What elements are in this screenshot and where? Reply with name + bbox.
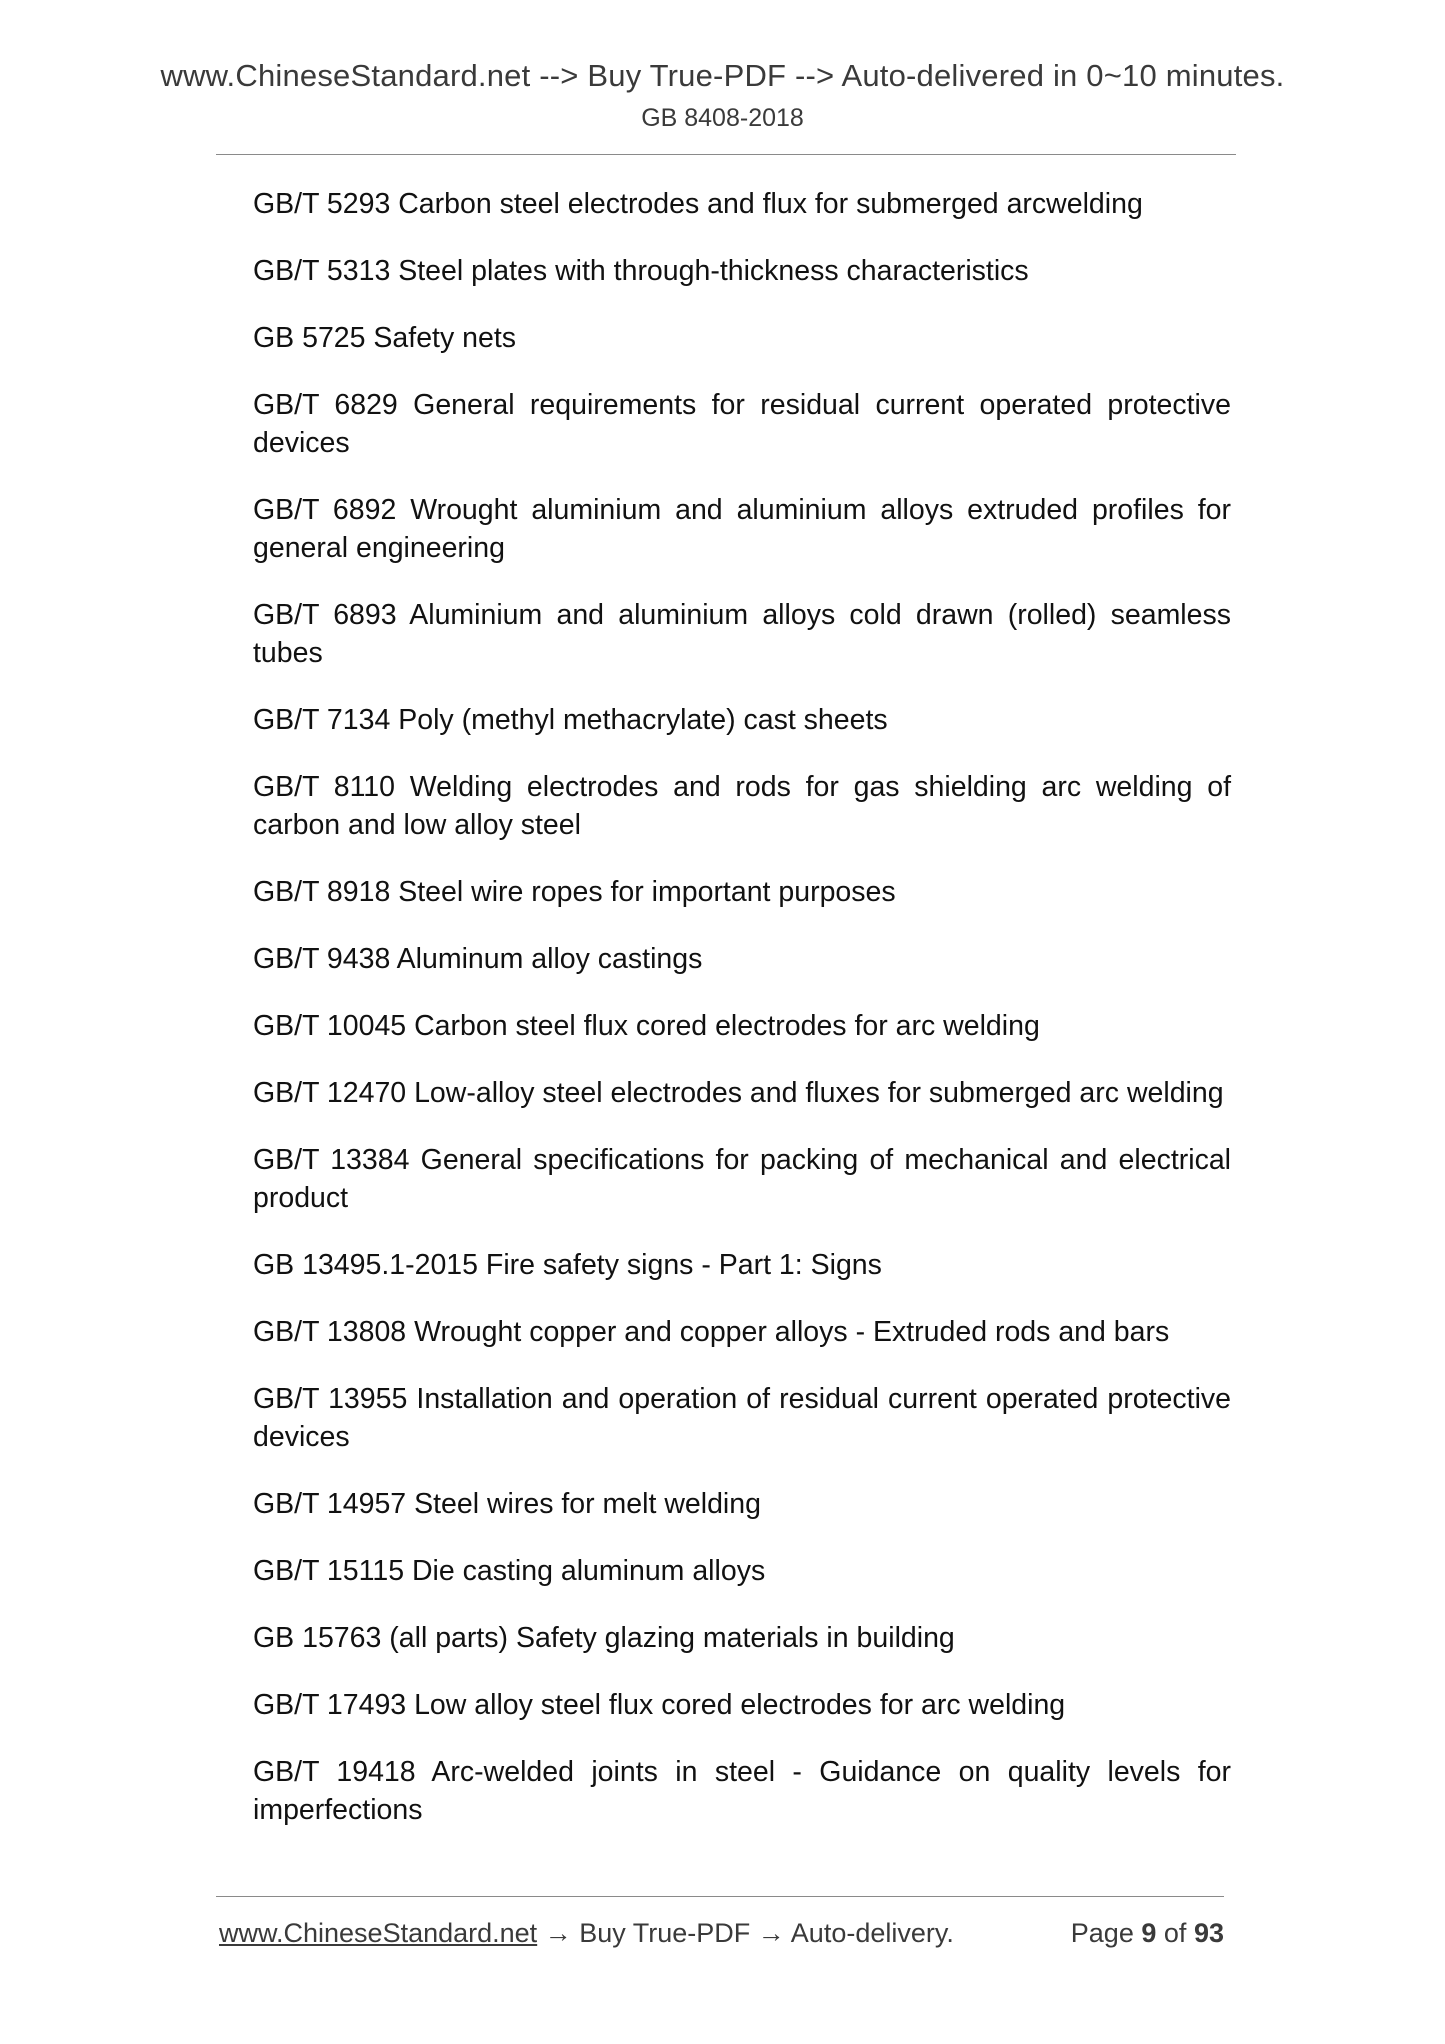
reference-item: GB/T 5313 Steel plates with through-thickness characteristics — [253, 255, 1029, 287]
reference-item: GB/T 13955 Installation and operation of residual current operated protective devices — [253, 1383, 1231, 1453]
reference-item: GB 13495.1-2015 Fire safety signs - Part 1: Signs — [253, 1249, 882, 1281]
reference-item: GB/T 10045 Carbon steel flux cored electrodes for arc welding — [253, 1010, 1040, 1042]
reference-item: GB/T 8918 Steel wire ropes for important purposes — [253, 876, 896, 908]
reference-item: GB/T 6892 Wrought aluminium and aluminium alloys extruded profiles for general engineering — [253, 494, 1231, 564]
header-banner-text: www.ChineseStandard.net --> Buy True-PDF --> Auto-delivered in 0~10 minutes. — [160, 58, 1285, 93]
reference-item: GB/T 12470 Low-alloy steel electrodes and fluxes for submerged arc welding — [253, 1077, 1224, 1109]
of-label: of — [1163, 1918, 1187, 1948]
reference-item: GB 15763 (all parts) Safety glazing materials in building — [253, 1622, 955, 1654]
footer-divider — [216, 1896, 1224, 1897]
references-list — [253, 185, 1231, 1858]
reference-item: GB/T 15115 Die casting aluminum alloys — [253, 1555, 766, 1587]
document-id: GB 8408-2018 — [641, 104, 804, 132]
arrow-right-icon: → — [544, 1918, 572, 1948]
reference-item: GB/T 19418 Arc-welded joints in steel - Guidance on quality levels for imperfections — [253, 1756, 1231, 1826]
reference-item: GB 5725 Safety nets — [253, 322, 516, 354]
delivery-text: Auto-delivery. — [790, 1918, 954, 1948]
arrow-right-icon: → — [757, 1918, 785, 1948]
reference-item: GB/T 13384 General specifications for packing of mechanical and electrical product — [253, 1144, 1231, 1214]
page-indicator — [1071, 1918, 1224, 1949]
site-link[interactable]: www.ChineseStandard.net — [219, 1918, 538, 1948]
reference-item: GB/T 8110 Welding electrodes and rods for gas shielding arc welding of carbon and low alloy steel — [253, 771, 1231, 841]
page-label: Page — [1070, 1918, 1134, 1948]
reference-item: GB/T 13808 Wrought copper and copper alloys - Extruded rods and bars — [253, 1316, 1170, 1348]
header-divider — [216, 154, 1236, 155]
reference-item: GB/T 5293 Carbon steel electrodes and flux for submerged arcwelding — [253, 188, 1143, 220]
buy-text: Buy True-PDF — [579, 1918, 751, 1948]
footer-promo — [219, 1918, 954, 1949]
reference-item: GB/T 14957 Steel wires for melt welding — [253, 1488, 761, 1520]
page-number: 9 — [1141, 1918, 1157, 1948]
reference-item: GB/T 17493 Low alloy steel flux cored electrodes for arc welding — [253, 1689, 1066, 1721]
reference-item: GB/T 9438 Aluminum alloy castings — [253, 943, 703, 975]
reference-item: GB/T 6893 Aluminium and aluminium alloys cold drawn (rolled) seamless tubes — [253, 599, 1231, 669]
total-pages: 93 — [1193, 1918, 1224, 1948]
reference-item: GB/T 6829 General requirements for residual current operated protective devices — [253, 389, 1231, 459]
reference-item: GB/T 7134 Poly (methyl methacrylate) cast sheets — [253, 704, 888, 736]
